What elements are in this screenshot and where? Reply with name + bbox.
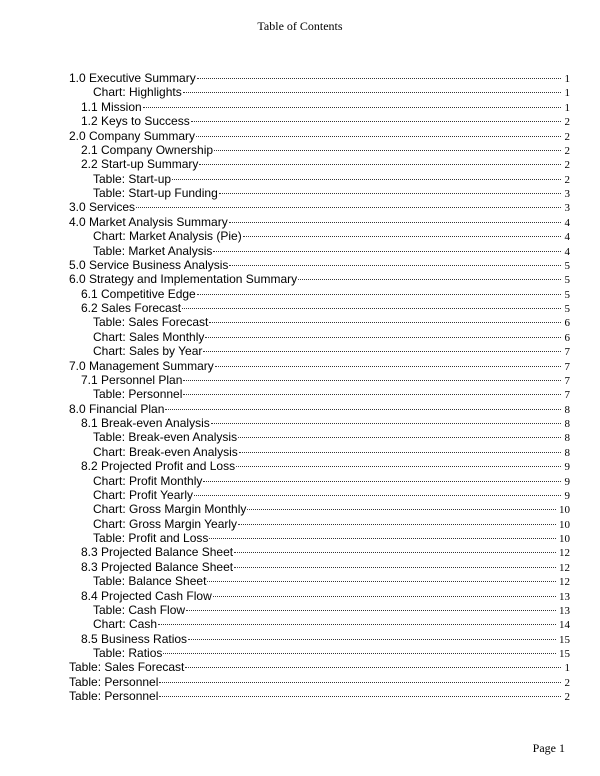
toc-entry-label[interactable]: Chart: Gross Margin Yearly: [93, 516, 238, 531]
toc-entry-page-number[interactable]: 12: [559, 561, 570, 574]
toc-entry-label[interactable]: Table: Profit and Loss: [93, 531, 209, 545]
dot-leader: [239, 452, 561, 453]
toc-entry[interactable]: [69, 143, 570, 157]
dot-leader: [158, 624, 556, 625]
toc-entry-label[interactable]: 6.0 Strategy and Implementation Summary: [69, 272, 298, 287]
toc-entry[interactable]: [69, 502, 570, 516]
toc-entry-label[interactable]: 1.1 Mission: [81, 99, 142, 114]
toc-entry-page-number[interactable]: 14: [559, 619, 570, 632]
toc-entry[interactable]: [69, 646, 570, 660]
toc-entry[interactable]: [69, 186, 570, 200]
toc-entry[interactable]: [69, 200, 570, 214]
toc-entry-page-number[interactable]: 8: [564, 432, 570, 445]
dot-leader: [205, 337, 561, 338]
dot-leader: [159, 696, 561, 697]
toc-entry-label[interactable]: Table: Sales Forecast: [93, 315, 209, 330]
dot-leader: [213, 251, 561, 252]
toc-entry-page-number[interactable]: 2: [564, 173, 570, 186]
toc-entry[interactable]: [69, 344, 570, 358]
toc-entry-label[interactable]: 7.1 Personnel Plan: [81, 372, 183, 387]
toc-entry-label[interactable]: Chart: Break-even Analysis: [93, 444, 238, 459]
toc-entry-page-number[interactable]: 13: [559, 590, 570, 603]
dot-leader: [203, 481, 561, 482]
toc-entry-label[interactable]: Table: Cash Flow: [93, 602, 186, 617]
toc-entry[interactable]: [69, 114, 570, 128]
toc-entry-page-number[interactable]: 6: [564, 331, 570, 344]
toc-entry-page-number[interactable]: 9: [564, 489, 570, 502]
toc-entry-page-number[interactable]: 5: [564, 259, 570, 272]
dot-leader: [159, 682, 561, 683]
toc-entry[interactable]: [69, 660, 570, 674]
dot-leader: [229, 222, 561, 223]
toc-entry-label[interactable]: Table: Balance Sheet: [93, 574, 207, 589]
toc-entry-page-number[interactable]: 13: [559, 604, 570, 617]
toc-entry-label[interactable]: 8.0 Financial Plan: [69, 401, 165, 416]
dot-leader: [209, 322, 561, 323]
dot-leader: [209, 538, 556, 539]
toc-entry[interactable]: [69, 129, 570, 143]
toc-entry[interactable]: [69, 589, 570, 603]
toc-entry-page-number[interactable]: 4: [564, 216, 570, 229]
dot-leader: [136, 207, 561, 208]
toc-entry-page-number[interactable]: 4: [564, 231, 570, 244]
toc-entry-page-number[interactable]: 10: [559, 533, 570, 545]
dot-leader: [172, 179, 561, 180]
toc-entry[interactable]: [69, 416, 570, 430]
table-of-contents: [69, 71, 570, 704]
toc-entry[interactable]: [69, 157, 570, 171]
toc-entry-label[interactable]: Chart: Profit Monthly: [93, 473, 203, 488]
toc-entry-page-number[interactable]: 8: [564, 446, 570, 459]
toc-entry[interactable]: [69, 315, 570, 329]
toc-entry-page-number[interactable]: 2: [564, 159, 570, 172]
dot-leader: [186, 610, 556, 611]
toc-entry[interactable]: [69, 689, 570, 703]
dot-leader: [203, 351, 561, 352]
dot-leader: [234, 552, 556, 553]
toc-entry-page-number[interactable]: 5: [564, 274, 570, 287]
toc-entry-page-number[interactable]: 15: [559, 648, 570, 660]
dot-leader: [194, 495, 561, 496]
toc-entry[interactable]: [69, 675, 570, 689]
toc-entry-label[interactable]: 3.0 Services: [69, 200, 136, 215]
page-number-footer: Page 1: [532, 741, 565, 755]
toc-entry[interactable]: [69, 258, 570, 272]
dot-leader: [238, 437, 561, 438]
toc-entry[interactable]: [69, 574, 570, 588]
toc-entry[interactable]: [69, 459, 570, 473]
dot-leader: [298, 279, 561, 280]
dot-leader: [143, 107, 561, 108]
toc-entry[interactable]: [69, 488, 570, 502]
toc-entry-label[interactable]: Chart: Gross Margin Monthly: [93, 502, 247, 517]
toc-entry[interactable]: [69, 387, 570, 401]
toc-entry-page-number[interactable]: 8: [564, 418, 570, 430]
toc-entry[interactable]: [69, 617, 570, 631]
toc-entry-label[interactable]: Table: Ratios: [93, 646, 163, 660]
dot-leader: [213, 596, 556, 597]
toc-entry[interactable]: [69, 603, 570, 617]
toc-entry-label[interactable]: Table: Personnel: [69, 674, 159, 689]
toc-entry[interactable]: [69, 632, 570, 646]
dot-leader: [188, 639, 556, 640]
toc-entry-page-number[interactable]: 9: [564, 461, 570, 474]
toc-entry[interactable]: [69, 430, 570, 444]
toc-entry-label[interactable]: 8.4 Projected Cash Flow: [81, 588, 212, 603]
dot-leader: [165, 409, 561, 410]
toc-entry-label[interactable]: Chart: Profit Yearly: [93, 487, 194, 502]
toc-entry-label[interactable]: Table: Personnel: [93, 387, 183, 402]
dot-leader: [219, 193, 561, 194]
dot-leader: [183, 92, 561, 93]
toc-entry-label[interactable]: 8.3 Projected Balance Sheet: [81, 559, 234, 574]
toc-entry-label[interactable]: 4.0 Market Analysis Summary: [69, 214, 228, 229]
toc-entry[interactable]: [69, 373, 570, 387]
dot-leader: [183, 394, 561, 395]
toc-entry-page-number[interactable]: 7: [564, 346, 570, 359]
toc-entry-label[interactable]: Chart: Cash: [93, 617, 158, 632]
toc-entry-page-number[interactable]: 5: [564, 303, 570, 315]
dot-leader: [197, 294, 561, 295]
toc-entry-page-number[interactable]: 2: [564, 676, 570, 689]
dot-leader: [207, 581, 556, 582]
dot-leader: [197, 78, 561, 79]
toc-entry-label[interactable]: Table: Start-up Funding: [93, 186, 218, 200]
toc-entry-label[interactable]: 8.5 Business Ratios: [81, 631, 188, 646]
dot-leader: [185, 667, 561, 668]
toc-entry[interactable]: [69, 517, 570, 531]
dot-leader: [182, 308, 561, 309]
dot-leader: [196, 136, 561, 137]
dot-leader: [247, 509, 556, 510]
toc-entry-label[interactable]: Chart: Sales by Year: [93, 344, 203, 359]
toc-entry[interactable]: [69, 215, 570, 229]
toc-entry-page-number[interactable]: 1: [564, 73, 570, 85]
toc-entry-label[interactable]: Table: Market Analysis: [93, 243, 213, 258]
toc-entry-label[interactable]: 6.1 Competitive Edge: [81, 286, 196, 301]
toc-entry[interactable]: [69, 531, 570, 545]
toc-entry[interactable]: [69, 445, 570, 459]
toc-entry-page-number[interactable]: 7: [564, 360, 570, 373]
dot-leader: [234, 567, 556, 568]
toc-entry-page-number[interactable]: 7: [564, 389, 570, 402]
page-title: Table of Contents: [257, 19, 343, 33]
toc-entry-label[interactable]: 1.2 Keys to Success: [81, 114, 190, 129]
toc-entry-label[interactable]: Table: Sales Forecast: [69, 660, 185, 675]
dot-leader: [214, 150, 561, 151]
dot-leader: [183, 380, 561, 381]
dot-leader: [199, 164, 561, 165]
toc-entry-page-number[interactable]: 1: [564, 101, 570, 114]
toc-entry-page-number[interactable]: 12: [559, 547, 570, 560]
toc-entry-page-number[interactable]: 3: [564, 188, 570, 200]
dot-leader: [163, 653, 556, 654]
toc-entry-page-number[interactable]: 10: [559, 504, 570, 517]
toc-entry[interactable]: [69, 560, 570, 574]
toc-entry-page-number[interactable]: 5: [564, 288, 570, 301]
toc-entry-page-number[interactable]: 3: [564, 202, 570, 215]
toc-entry-label[interactable]: 2.0 Company Summary: [69, 128, 196, 143]
toc-entry-page-number[interactable]: 1: [564, 87, 570, 100]
toc-entry-page-number[interactable]: 1: [564, 662, 570, 675]
toc-entry-page-number[interactable]: 8: [564, 403, 570, 416]
dot-leader: [191, 121, 561, 122]
toc-entry-label[interactable]: Table: Break-even Analysis: [93, 430, 238, 445]
toc-entry-label[interactable]: 8.3 Projected Balance Sheet: [81, 545, 234, 560]
toc-entry-page-number[interactable]: 6: [564, 317, 570, 330]
toc-entry-page-number[interactable]: 4: [564, 245, 570, 258]
toc-entry-label[interactable]: 8.1 Break-even Analysis: [81, 416, 210, 430]
toc-entry-page-number[interactable]: 7: [564, 374, 570, 387]
toc-entry-label[interactable]: 2.2 Start-up Summary: [81, 157, 199, 172]
toc-entry-page-number[interactable]: 2: [564, 130, 570, 143]
toc-entry-page-number[interactable]: 2: [564, 116, 570, 129]
dot-leader: [211, 423, 561, 424]
toc-entry[interactable]: [69, 71, 570, 85]
toc-entry-label[interactable]: 2.1 Company Ownership: [81, 142, 214, 157]
toc-entry[interactable]: [69, 229, 570, 243]
toc-entry[interactable]: [69, 244, 570, 258]
dot-leader: [243, 236, 561, 237]
toc-entry[interactable]: [69, 100, 570, 114]
toc-entry[interactable]: [69, 330, 570, 344]
toc-entry[interactable]: [69, 301, 570, 315]
toc-entry-label[interactable]: 5.0 Service Business Analysis: [69, 257, 229, 272]
toc-entry-page-number[interactable]: 12: [559, 576, 570, 589]
toc-entry-label[interactable]: 7.0 Management Summary: [69, 358, 214, 373]
toc-entry-label[interactable]: 6.2 Sales Forecast: [81, 301, 182, 315]
toc-entry-page-number[interactable]: 9: [564, 475, 570, 488]
toc-entry-label[interactable]: Chart: Highlights: [93, 85, 182, 100]
toc-entry[interactable]: [69, 474, 570, 488]
toc-entry[interactable]: [69, 172, 570, 186]
toc-entry[interactable]: [69, 402, 570, 416]
dot-leader: [236, 466, 561, 467]
toc-entry-label[interactable]: Chart: Sales Monthly: [93, 329, 205, 344]
toc-entry-label[interactable]: Table: Start-up: [93, 171, 172, 186]
toc-entry-page-number[interactable]: 10: [559, 518, 570, 531]
toc-entry-page-number[interactable]: 2: [564, 691, 570, 704]
toc-entry-label[interactable]: Table: Personnel: [69, 689, 159, 704]
toc-entry-label[interactable]: 1.0 Executive Summary: [69, 71, 196, 85]
toc-entry-label[interactable]: 8.2 Projected Profit and Loss: [81, 459, 236, 474]
toc-entry-label[interactable]: Chart: Market Analysis (Pie): [93, 229, 242, 244]
toc-entry[interactable]: [69, 287, 570, 301]
toc-entry[interactable]: [69, 272, 570, 286]
dot-leader: [238, 524, 556, 525]
toc-entry-page-number[interactable]: 2: [564, 144, 570, 157]
toc-entry[interactable]: [69, 85, 570, 99]
toc-entry[interactable]: [69, 545, 570, 559]
toc-entry-page-number[interactable]: 15: [559, 633, 570, 646]
toc-entry[interactable]: [69, 359, 570, 373]
dot-leader: [229, 265, 561, 266]
dot-leader: [215, 366, 561, 367]
